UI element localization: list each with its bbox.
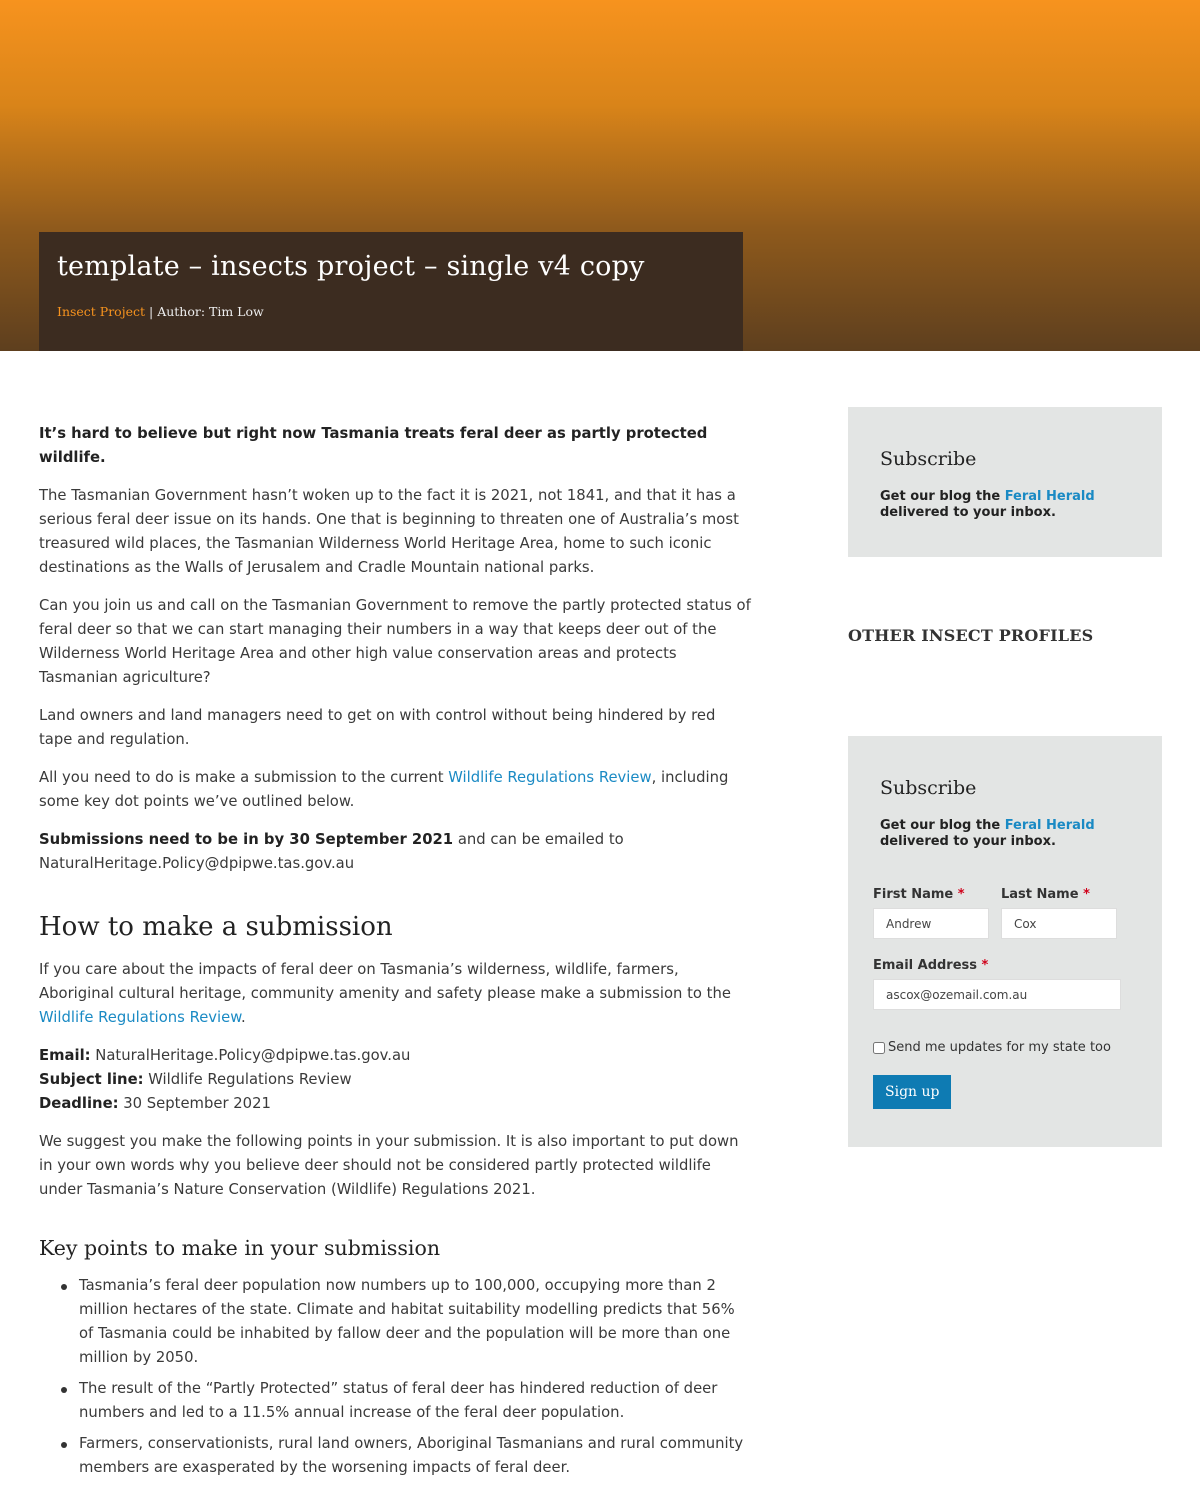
widget-description <box>880 489 1162 521</box>
section-heading-submission: How to make a submission <box>39 912 393 942</box>
title-box <box>39 232 743 351</box>
desc-text: Get our blog the <box>880 489 1005 504</box>
paragraph-5 <box>39 828 751 876</box>
paragraph-4 <box>39 766 751 814</box>
last-name-input[interactable] <box>1001 908 1117 939</box>
post-meta <box>57 304 725 319</box>
list-item: The result of the “Partly Protected” status of feral deer has hindered reduction of deer numbers and led to a 11.5% annual increase of the feral deer population. <box>79 1377 751 1425</box>
paragraph-4-text-end: , including some key dot points we’ve outlined below. <box>39 769 729 810</box>
detail-deadline <box>39 1092 751 1116</box>
subscribe-widget-1 <box>848 407 1162 557</box>
detail-value: NaturalHeritage.Policy@dpipwe.tas.gov.au <box>90 1047 411 1064</box>
desc-text-end: delivered to your inbox. <box>880 834 1056 849</box>
widget-description <box>880 818 1162 850</box>
list-item: Tasmania’s feral deer population now numbers up to 100,000, occupying more than 2 million hectares of the state. Climate and habitat suitability modelling predicts that 56% of Tasmania could be inhabited by fallow deer and the population will be more than one million by 2050. <box>79 1274 751 1370</box>
name-row <box>873 886 1133 939</box>
detail-label: Deadline: <box>39 1095 119 1112</box>
label-text: Last Name <box>1001 887 1079 902</box>
detail-email <box>39 1044 751 1068</box>
sign-up-button[interactable]: Sign up <box>873 1075 951 1109</box>
last-name-label <box>1001 886 1117 908</box>
first-name-group <box>873 886 989 939</box>
meta-separator: | <box>145 304 158 319</box>
first-name-input[interactable] <box>873 908 989 939</box>
desc-text: Get our blog the <box>880 818 1005 833</box>
key-points-list <box>39 1274 751 1480</box>
wildlife-review-link-2[interactable]: Wildlife Regulations Review <box>39 1009 242 1026</box>
paragraph-3: Land owners and land managers need to get on with control without being hindered by red tape and regulation. <box>39 707 716 748</box>
email-input[interactable] <box>873 979 1121 1010</box>
widget-title: Subscribe <box>880 448 977 470</box>
hero-banner <box>0 0 1200 351</box>
submission-details <box>39 1044 751 1116</box>
required-mark: * <box>957 887 965 902</box>
list-item: Farmers, conservationists, rural land owners, Aboriginal Tasmanians and rural community members are exasperated by the worsening impacts of feral deer. <box>79 1432 751 1480</box>
paragraph-6-text: If you care about the impacts of feral deer on Tasmania’s wilderness, wildlife, farmers, Aboriginal cultural heritage, community amenity and safety please make a submission to the <box>39 961 731 1002</box>
state-updates-label: Send me updates for my state too <box>888 1040 1111 1055</box>
other-profiles-heading: OTHER INSECT PROFILES <box>848 626 1094 645</box>
email-label <box>873 957 1121 979</box>
paragraph-6-text-end: . <box>241 1009 246 1026</box>
required-mark: * <box>1083 887 1090 902</box>
author-text: Author: Tim Low <box>157 304 264 319</box>
label-text: First Name <box>873 887 954 902</box>
paragraph-1: The Tasmanian Government hasn’t woken up to the fact it is 2021, not 1841, and that it has a serious feral deer issue on its hands. One that is beginning to threaten one of Australia’s most treasured wild places, the Tasmanian Wilderness World Heritage Area, home to such iconic destinations as the Walls of Jerusalem and Cradle Mountain national parks. <box>39 487 739 576</box>
detail-value: Wildlife Regulations Review <box>143 1071 352 1088</box>
state-updates-checkbox[interactable] <box>873 1042 885 1054</box>
state-updates-row[interactable] <box>873 1040 1133 1055</box>
page-title: template – insects project – single v4 copy <box>57 251 645 282</box>
lead-paragraph <box>39 422 751 470</box>
detail-label: Email: <box>39 1047 91 1064</box>
category-link[interactable]: Insect Project <box>57 304 146 319</box>
deadline-strong: Submissions need to be in by 30 September 2021 <box>39 831 454 848</box>
email-group <box>873 957 1121 1010</box>
paragraph-7: We suggest you make the following points in your submission. It is also important to put down in your own words why you believe deer should not be considered partly protected wildlife under Tasmania’s Nature Conservation (Wildlife) Regulations 2021. <box>39 1133 739 1198</box>
subscribe-form <box>873 886 1133 1109</box>
paragraph-2: Can you join us and call on the Tasmanian Government to remove the partly protected status of feral deer so that we can start managing their numbers in a way that keeps deer out of the Wilderness World Heritage Area and other high value conservation areas and protects Tasmanian agriculture? <box>39 597 751 686</box>
desc-text-end: delivered to your inbox. <box>880 505 1056 520</box>
detail-label: Subject line: <box>39 1071 144 1088</box>
label-text: Email Address <box>873 958 978 973</box>
feral-herald-link[interactable]: Feral Herald <box>1004 818 1095 833</box>
paragraph-6 <box>39 958 751 1030</box>
paragraph-4-text: All you need to do is make a submission to the current <box>39 769 449 786</box>
subscribe-widget-2 <box>848 736 1162 1147</box>
wildlife-review-link[interactable]: Wildlife Regulations Review <box>448 769 652 786</box>
detail-subject <box>39 1068 751 1092</box>
lead-text: It’s hard to believe but right now Tasmania treats feral deer as partly protected wildlife. <box>39 425 708 466</box>
required-mark: * <box>981 958 989 973</box>
widget-title: Subscribe <box>880 777 977 799</box>
last-name-group <box>1001 886 1117 939</box>
detail-value: 30 September 2021 <box>118 1095 271 1112</box>
first-name-label <box>873 886 989 908</box>
article-content <box>39 422 751 1487</box>
feral-herald-link[interactable]: Feral Herald <box>1004 489 1095 504</box>
paragraph-5-text: and can be emailed to NaturalHeritage.Policy@dpipwe.tas.gov.au <box>39 831 624 872</box>
section-heading-key-points: Key points to make in your submission <box>39 1236 441 1260</box>
